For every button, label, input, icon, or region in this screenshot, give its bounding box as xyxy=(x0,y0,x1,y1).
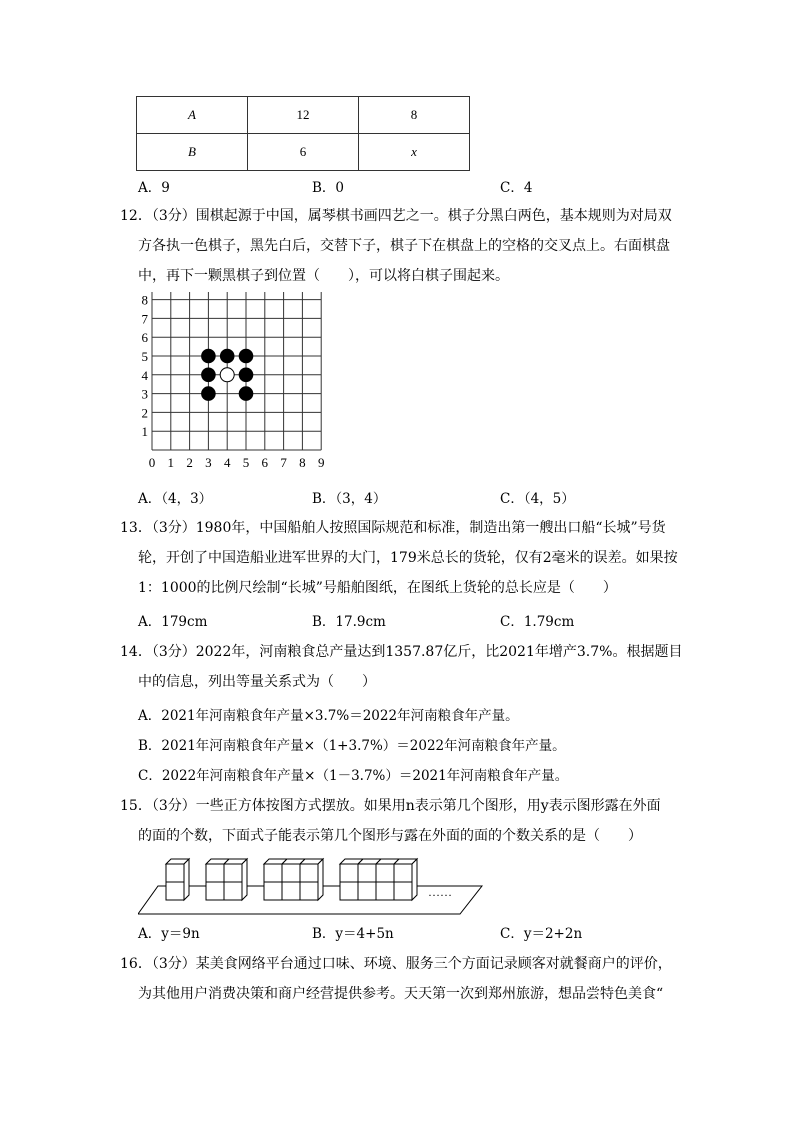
x-tick-label: 6 xyxy=(261,455,269,470)
cube-face-side xyxy=(242,859,247,900)
q12-text-line-2: 方各执一色棋子，黑先白后，交替下子，棋子下在棋盘上的空格的交叉点上。右面棋盘 xyxy=(138,238,670,254)
cube-face-front xyxy=(376,882,394,900)
y-tick-label: 3 xyxy=(141,386,148,402)
data-table xyxy=(136,96,470,171)
white-stone xyxy=(220,368,234,382)
cube-sequence-figure xyxy=(138,852,483,918)
x-tick-label: 0 xyxy=(148,455,156,470)
q15-option-b: B．y＝4+5n xyxy=(312,926,394,942)
cube-face-front xyxy=(282,882,300,900)
x-tick-label: 9 xyxy=(317,455,325,470)
x-tick-label: 3 xyxy=(205,455,212,470)
table-cell: 12 xyxy=(248,97,359,134)
q11-option-b: B．0 xyxy=(312,180,345,196)
black-stone xyxy=(201,349,216,364)
q11-option-a: A．9 xyxy=(138,180,170,196)
table-row xyxy=(137,97,470,134)
y-tick-label: 5 xyxy=(141,349,148,364)
x-tick-label: 5 xyxy=(242,455,250,470)
x-tick-label: 7 xyxy=(280,455,287,470)
cube-face-front xyxy=(166,882,184,900)
x-tick-label: 1 xyxy=(167,455,175,470)
q11-option-c: C．4 xyxy=(500,180,533,196)
q13-text-line-3: 1：1000的比例尺绘制“长城”号船舶图纸，在图纸上货轮的总长应是（ ） xyxy=(138,580,617,596)
cube-face-front xyxy=(166,864,184,882)
y-tick-label: 8 xyxy=(141,292,148,308)
table-cell: B xyxy=(137,134,248,171)
black-stone xyxy=(239,349,254,364)
q14-option-c: C．2022年河南粮食年产量×（1－3.7%）＝2021年河南粮食年产量。 xyxy=(138,768,569,784)
cube-face-front xyxy=(358,864,376,882)
black-stone xyxy=(239,386,254,401)
q15-text-line-1: 15．（3分）一些正方体按图方式摆放。如果用n表示第几个图形，用y表示图形露在外面 xyxy=(120,798,661,814)
q15-option-a: A．y＝9n xyxy=(138,926,200,942)
q12-text-line-3: 中，再下一颗黑棋子到位置（ ），可以将白棋子围起来。 xyxy=(138,268,509,284)
table-cell: 6 xyxy=(248,134,359,171)
cube-face-side xyxy=(412,859,417,900)
q13-text-line-1: 13．（3分）1980年，中国船舶人按照国际规范和标准，制造出第一艘出口船“长城”号货 xyxy=(120,520,666,536)
x-tick-label: 2 xyxy=(186,455,193,470)
q13-option-b: B．17.9cm xyxy=(312,614,386,630)
black-stone xyxy=(201,386,216,401)
q12-option-b: B．（3，4） xyxy=(312,491,387,507)
cube-face-front xyxy=(394,882,412,900)
y-tick-label: 1 xyxy=(141,424,148,440)
cube-face-front xyxy=(206,864,224,882)
cube-face-front xyxy=(206,882,224,900)
q12-text-line-1: 12．（3分）围棋起源于中国，属琴棋书画四艺之一。棋子分黑白两色，基本规则为对局双 xyxy=(120,208,672,224)
cube-face-front xyxy=(340,882,358,900)
go-board-grid xyxy=(136,292,336,482)
y-tick-label: 2 xyxy=(141,405,148,421)
table-cell: x xyxy=(359,134,470,171)
q13-option-c: C．1.79cm xyxy=(500,614,575,630)
cube-face-front xyxy=(224,882,242,900)
cube-face-front xyxy=(300,864,318,882)
cube-face-front xyxy=(282,864,300,882)
y-tick-label: 4 xyxy=(141,367,148,383)
x-tick-label: 4 xyxy=(223,455,231,470)
x-tick-label: 8 xyxy=(299,455,306,470)
q15-text-line-2: 的面的个数，下面式子能表示第几个图形与露在外面的面的个数关系的是（ ） xyxy=(138,828,642,844)
q12-option-c: C．（4，5） xyxy=(500,491,575,507)
q16-text-line-1: 16．（3分）某美食网络平台通过口味、环境、服务三个方面记录顾客对就餐商户的评价， xyxy=(120,956,672,972)
table-row xyxy=(137,134,470,171)
q12-option-a: A．（4，3） xyxy=(138,491,213,507)
cube-face-side xyxy=(184,859,189,900)
cube-face-side xyxy=(318,859,323,900)
y-tick-label: 7 xyxy=(141,311,148,327)
cube-face-front xyxy=(264,864,282,882)
q16-text-line-2: 为其他用户消费决策和商户经营提供参考。天天第一次到郑州旅游，想品尝特色美食“ xyxy=(138,986,664,1002)
y-tick-label: 6 xyxy=(141,330,148,346)
cube-face-front xyxy=(358,882,376,900)
q13-text-line-2: 轮，开创了中国造船业进军世界的大门，179米总长的货轮，仅有2毫米的误差。如果按 xyxy=(138,550,678,566)
q13-option-a: A．179cm xyxy=(138,614,208,630)
cube-face-front xyxy=(340,864,358,882)
cube-face-front xyxy=(376,864,394,882)
q15-option-c: C．y＝2+2n xyxy=(500,926,583,942)
q14-text-line-2: 中的信息，列出等量关系式为（ ） xyxy=(138,674,376,690)
cube-face-front xyxy=(224,864,242,882)
black-stone xyxy=(201,368,216,383)
cube-face-front xyxy=(300,882,318,900)
black-stone xyxy=(220,349,235,364)
q14-option-a: A．2021年河南粮食年产量×3.7%＝2022年河南粮食年产量。 xyxy=(138,708,519,724)
black-stone xyxy=(239,368,254,383)
table-cell: A xyxy=(137,97,248,134)
q14-option-b: B．2021年河南粮食年产量×（1+3.7%）＝2022年河南粮食年产量。 xyxy=(138,738,566,754)
table-cell: 8 xyxy=(359,97,470,134)
cube-face-front xyxy=(394,864,412,882)
continuation-dots: …… xyxy=(428,885,452,899)
q14-text-line-1: 14．（3分）2022年，河南粮食总产量达到1357.87亿斤，比2021年增产3.7%。根据题目 xyxy=(120,644,683,660)
cube-face-front xyxy=(264,882,282,900)
